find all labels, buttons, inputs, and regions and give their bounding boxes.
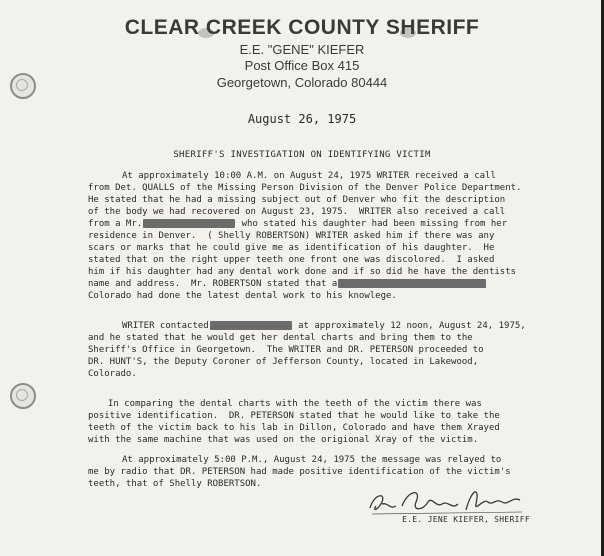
p2-line-4: DR. HUNT'S, the Deputy Coroner of Jefferson County, located in Lakewood, (88, 357, 479, 367)
p1-line-2: from Det. QUALLS of the Missing Person Division of the Denver Police Department. (88, 183, 522, 193)
redaction-mark (143, 219, 235, 228)
p1-line-9: him if his daughter had any dental work done and if so did he have the dentists (88, 267, 517, 277)
letterhead-title: CLEAR CREEK COUNTY SHERIFF (124, 16, 480, 39)
p1-line-6: residence in Denver. ( Shelly ROBERTSON) WRITER asked him if there was any (88, 231, 495, 241)
p2-line-1-end: at approximately 12 noon, August 24, 1975, (292, 321, 526, 331)
p1-line-5-end: who stated his daughter had been missing from her (236, 219, 508, 229)
p2-line-3: Sheriff's Office in Georgetown. The WRITER and DR. PETERSON proceeded to (88, 345, 484, 355)
p1-line-10-start: name and address. Mr. ROBERTSON stated that a (88, 279, 338, 289)
p1-line-7: scars or marks that he could give me as identification of his daughter. He (88, 243, 495, 253)
punch-hole-bottom (10, 383, 36, 409)
p1-line-5-start: from a Mr. (88, 219, 143, 229)
document-subject: SHERIFF'S INVESTIGATION ON IDENTIFYING VICTIM (173, 150, 431, 160)
p1-line-3: He stated that he had a missing subject out of Denver who fit the description (88, 195, 506, 205)
p1-line-1: At approximately 10:00 A.M. on August 24, 1975 WRITER received a call (122, 171, 496, 181)
p1-line-8: stated that on the right upper teeth one front one was discolored. I asked (88, 255, 495, 265)
signature-typed-name: E.E. JENE KIEFER, SHERIFF (402, 515, 530, 524)
p3-line-1: In comparing the dental charts with the teeth of the victim there was (108, 399, 482, 409)
p2-line-5: Colorado. (88, 369, 137, 379)
p4-line-2: me by radio that DR. PETERSON had made positive identification of the victim's (88, 467, 511, 477)
letter-date: August 26, 1975 (247, 112, 357, 126)
letterhead-name: E.E. "GENE" KIEFER (239, 42, 365, 57)
redaction-mark (210, 321, 292, 330)
p3-line-2: positive identification. DR. PETERSON stated that he would like to take the (88, 411, 500, 421)
p1-line-4: of the body we had recovered on August 23, 1975. WRITER also received a call (88, 207, 506, 217)
letterhead-address-line-2: Georgetown, Colorado 80444 (216, 75, 388, 90)
p2-line-1-start: WRITER contacted (122, 321, 209, 331)
p3-line-4: with the same machine that was used on the origional Xray of the victim. (88, 435, 479, 445)
p1-line-11: Colorado had done the latest dental work to his knowlege. (88, 291, 397, 301)
p2-line-2: and he stated that he would get her dental charts and bring them to the (88, 333, 473, 343)
letterhead-address-line-1: Post Office Box 415 (244, 58, 360, 73)
p3-line-3: teeth of the victim back to his lab in Dillon, Colorado and have them Xrayed (88, 423, 500, 433)
p4-line-1: At approximately 5:00 P.M., August 24, 1975 the message was relayed to (122, 455, 502, 465)
p1-line-5 (88, 218, 507, 230)
redaction-mark (338, 279, 486, 288)
p2-line-1 (122, 320, 526, 332)
p4-line-3: teeth, that of Shelly ROBERTSON. (88, 479, 262, 489)
p1-line-10 (88, 278, 487, 290)
